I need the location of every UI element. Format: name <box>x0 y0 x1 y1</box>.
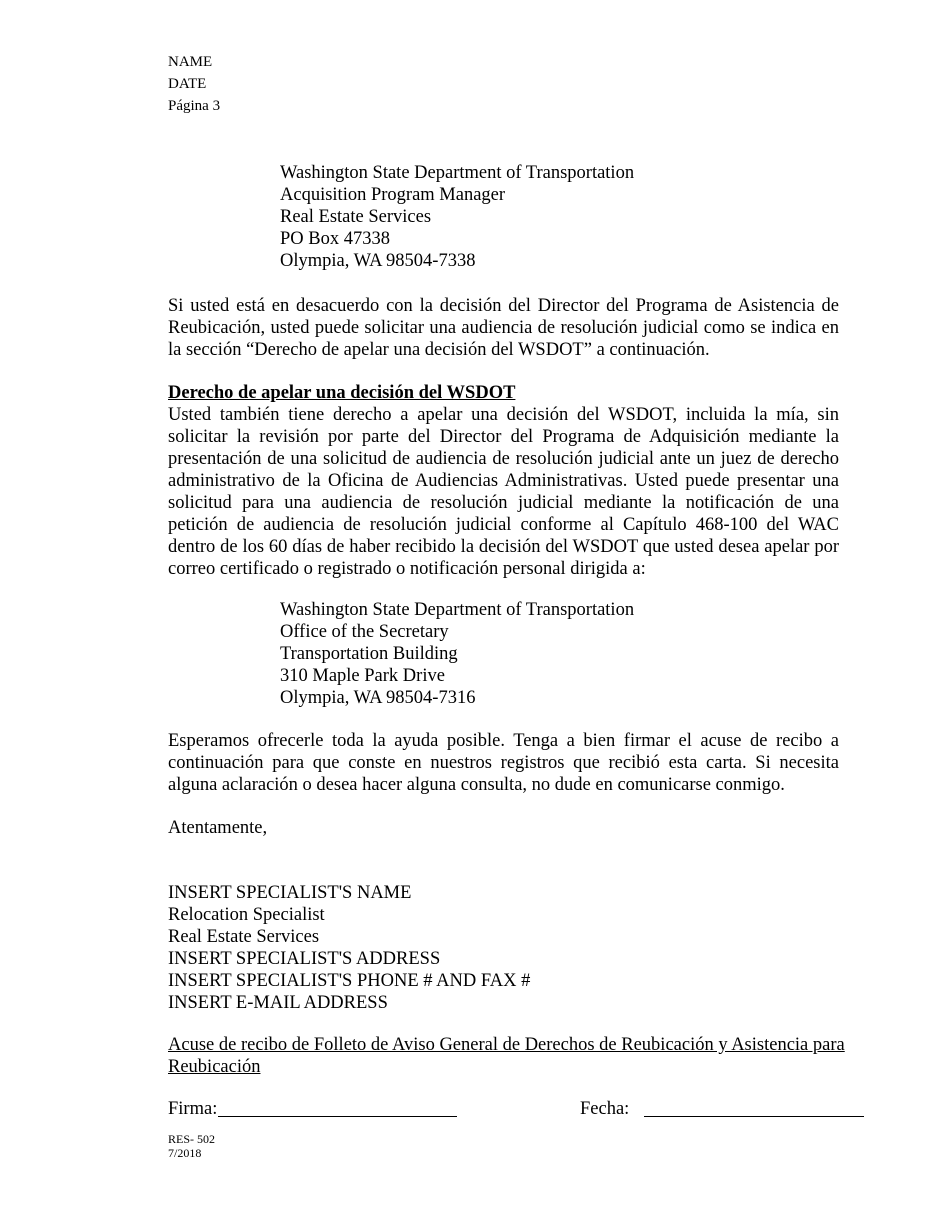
header-name: NAME <box>168 54 213 70</box>
address-line: Olympia, WA 98504-7316 <box>280 688 476 708</box>
address-line: PO Box 47338 <box>280 229 390 249</box>
signature-line: INSERT SPECIALIST'S ADDRESS <box>168 949 441 969</box>
page-header <box>168 51 220 117</box>
address-block-acquisition <box>280 162 634 272</box>
header-page-number: Página 3 <box>168 98 221 114</box>
address-line: Washington State Department of Transportation <box>280 163 635 183</box>
form-number: RES- 502 <box>168 1132 216 1146</box>
signature-line: INSERT E-MAIL ADDRESS <box>168 993 388 1013</box>
appeal-heading: Derecho de apelar una decisión del WSDOT <box>168 383 516 403</box>
firma-signature-line[interactable] <box>218 1116 457 1117</box>
form-date: 7/2018 <box>168 1146 202 1160</box>
address-line: 310 Maple Park Drive <box>280 666 445 686</box>
fecha-date-line[interactable] <box>644 1116 864 1117</box>
salutation: Atentamente, <box>168 818 268 838</box>
closing-paragraph: Esperamos ofrecerle toda la ayuda posible. Tenga a bien firmar el acuse de recibo a continuación para que conste en nuestros registros que recibió esta carta. Si necesita alguna aclaración o desea hacer alguna consulta, no dude en comunicarse conmigo. <box>168 731 839 795</box>
address-line: Washington State Department of Transportation <box>280 600 635 620</box>
signature-block <box>168 882 839 1014</box>
appeal-paragraph: Usted también tiene derecho a apelar una decisión del WSDOT, incluida la mía, sin solicitar la revisión por parte del Director del Programa de Adquisición mediante la presentación de una solicitud de audiencia de resolución judicial ante un juez de derecho administrativo de la Oficina de Audiencias Administrativas. Usted puede presentar una solicitud para una audiencia de resolución judicial mediante la notificación de una petición de audiencia de resolución judicial conforme al Capítulo 468-100 del WAC dentro de los 60 días de haber recibido la decisión del WSDOT que usted desea apelar por correo certificado o registrado o notificación personal dirigida a: <box>168 405 839 579</box>
signature-line: Relocation Specialist <box>168 905 325 925</box>
address-line: Transportation Building <box>280 644 458 664</box>
address-line: Acquisition Program Manager <box>280 185 506 205</box>
address-block-secretary <box>280 599 634 709</box>
address-line: Real Estate Services <box>280 207 432 227</box>
form-footer <box>168 1132 215 1160</box>
signature-line: INSERT SPECIALIST'S NAME <box>168 883 412 903</box>
appeal-section <box>168 382 839 580</box>
firma-label: Firma: <box>168 1099 218 1119</box>
acknowledgment-title: Acuse de recibo de Folleto de Aviso General de Derechos de Reubicación y Asistencia para Reubicación <box>168 1035 845 1077</box>
address-line: Olympia, WA 98504-7338 <box>280 251 476 271</box>
address-line: Office of the Secretary <box>280 622 449 642</box>
fecha-label: Fecha: <box>580 1099 630 1119</box>
signature-line: Real Estate Services <box>168 927 320 947</box>
disagreement-paragraph: Si usted está en desacuerdo con la decisión del Director del Programa de Asistencia de Reubicación, usted puede solicitar una audiencia de resolución judicial como se indica en la sección “Derecho de apelar una decisión del WSDOT” a continuación. <box>168 296 839 360</box>
signature-line: INSERT SPECIALIST'S PHONE # AND FAX # <box>168 971 531 991</box>
header-date: DATE <box>168 76 207 92</box>
